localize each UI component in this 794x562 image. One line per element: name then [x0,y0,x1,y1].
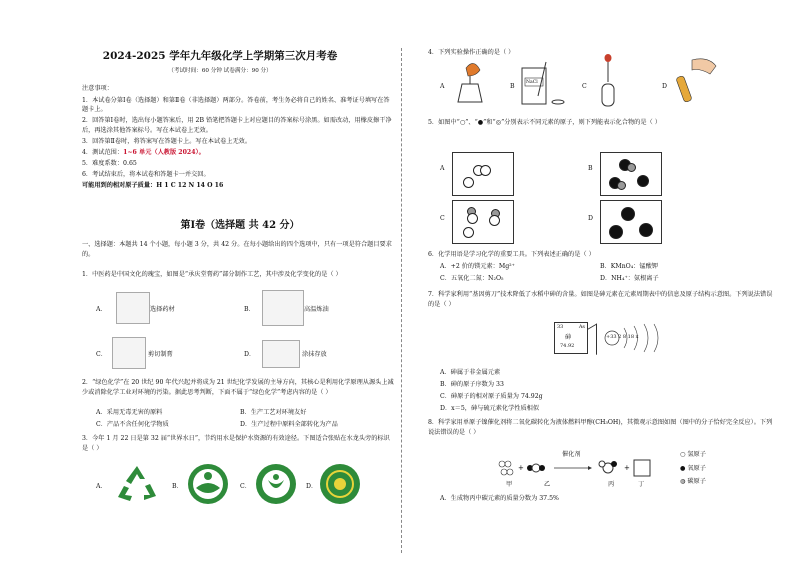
paper-title: 2024-2025 学年九年级化学上学期第三次月考卷 [102,50,338,62]
catalyst-label: 催化剂 [562,451,581,458]
question-2: 2．“绿色化学”在 20 世纪 90 年代兴起并将成为 21 世纪化学发展的主导方向，其核心是利用化学原理从源头上减少或消除化学工业对环境的污染。据此思考判断，下面不属于“绿色化学”考虑内容的是（ ） [82,379,394,396]
column-divider [401,48,402,553]
q7-option-a[interactable]: A．砷属于非金属元素 [440,369,501,376]
section-title: 第Ⅰ卷（选择题 共 42 分） [180,220,300,231]
nacl-label: NaCl [526,80,538,85]
element-number: 33 [557,324,564,330]
q5-box-a [452,152,514,196]
q8-option-a[interactable]: A．生成物丙中碳元素的质量分数为 37.5% [440,495,559,502]
q4-option-d[interactable]: D [662,83,667,90]
q6-option-a[interactable]: A．+2 价的镁元素：Mg²⁺ [440,263,515,270]
atomic-mass: 可能用到的相对原子质量：H 1 C 12 N 14 O 16 [82,182,224,190]
notice-heading: 注意事项： [82,85,113,92]
q1-a-label: 选择药材 [150,306,175,313]
element-symbol: As [578,324,585,330]
q2-option-c[interactable]: C．产品不含任何化学物质 [96,421,169,428]
notice-block [82,84,392,193]
notice-1: 1．本试卷分第Ⅰ卷（选择题）和第Ⅱ卷（非选择题）两部分。答卷前，考生务必将自己的姓名、准考证号填写在答题卡上。 [82,96,390,114]
label-yi: 乙 [544,481,551,488]
legend-hydrogen: ○ 氢原子 [680,451,706,458]
notice-3: 3．回答第Ⅱ卷时，将答案写在答题卡上。写在本试卷上无效。 [82,138,252,146]
notice-2: 2．回答第Ⅰ卷时，选出每小题答案后，用 2B 铅笔把答题卡上对应题目的答案标号涂黑。如需改动，用橡皮擦干净后，再选涂其他答案标号。写在本试卷上无效。 [82,117,392,134]
notice-5: 5．难度系数：0.65 [82,160,137,168]
q3-option-d[interactable]: D． [306,483,318,490]
scope-red: 1~6 单元（人教版 2024）。 [123,149,205,157]
label-ding: 丁 [638,481,645,488]
q6-option-c[interactable]: C．五氧化二氮：N₂O₅ [440,275,504,282]
right-column [404,0,794,562]
q5-box-b [600,152,662,196]
question-1: 1．中医药是中国文化的瑰宝，如图是“承庆堂膏药”部分制作工艺，其中涉及化学变化的是（ ） [82,271,342,278]
q7-option-c[interactable]: C．砷原子的相对原子质量为 74.92g [440,393,543,400]
q5-box-d [600,200,662,244]
q1-option-c[interactable]: C． [96,351,107,358]
test-tube-dropper-icon [594,52,624,108]
q1-a-image [116,292,150,324]
question-4: 4．下列实验操作正确的是（ ） [428,49,515,56]
legend-carbon: ◍ 碳原子 [680,478,706,486]
legend [680,448,706,489]
q5-option-c[interactable]: C [440,215,445,222]
section-intro: 一、选择题：本题共 14 个小题，每小题 3 分，共 42 分。在每小题给出的四个选项中，只有一项是符合题目要求的。 [82,241,392,258]
q1-option-a[interactable]: A． [96,306,107,313]
q2-option-a[interactable]: A．采用无毒无害的原料 [96,409,163,416]
green-food-logo-icon [254,462,298,506]
svg-text:+: + [624,464,630,472]
q1-c-image [112,337,146,369]
q2-option-b[interactable]: B．生产工艺对环境友好 [240,409,307,416]
pouring-hand-icon [672,54,732,104]
q3-option-a[interactable]: A． [96,483,107,490]
q1-c-label: 剪切制膏 [148,351,173,358]
label-bing: 丙 [608,481,615,488]
alcohol-lamp-icon [448,58,492,106]
q7-option-d[interactable]: D．x＝5，砷与硫元素化学性质相似 [440,405,540,412]
q1-option-b[interactable]: B． [244,306,255,313]
question-5: 5．如图中“○”、“●”和“◎”分别表示不同元素的原子，则下列能表示化合物的是（ ） [428,119,661,126]
q1-d-label: 涂抹存放 [302,351,327,358]
element-name: 砷 [565,334,572,341]
q2-option-d[interactable]: D．生产过程中原料全部转化为产品 [240,421,338,428]
element-cell [554,322,588,354]
question-3: 3．今年 1 月 22 日是第 32 届“世界水日”，节约用水是保护水资源的有效途径。下图适合张贴在水龙头旁的标识是（ ） [82,435,390,452]
q3-option-c[interactable]: C． [240,483,251,490]
question-8: 8．科学家用单原子镍催化剂将二氧化碳转化为液体燃料甲醇(CH₃OH)，其微观示意图如图（图中的分子恰好完全反应）。下列说法错误的是（ ） [428,419,773,436]
notice-6: 6．考试结束后，将本试卷和答题卡一并交回。 [82,171,210,179]
paper-subtitle: （考试时间：60 分钟 试卷满分：90 分） [168,68,272,74]
svg-text:+: + [518,464,524,472]
q1-b-image [262,290,304,326]
question-7: 7．科学家利用“基因剪刀”技术降低了水稻中砷的含量。如图是砷元素在元素周期表中的信息及原子结构示意图。下列说法错误的是（ ） [428,291,773,308]
q4-option-c[interactable]: C [582,83,587,90]
notice-4: 4．测试范围：1~6 单元（人教版 2024）。 [82,149,205,157]
recycle-icon [114,462,160,506]
q6-option-d[interactable]: D．NH₄⁺：氨根离子 [600,275,659,282]
q5-option-d[interactable]: D [588,215,593,222]
q4-option-a[interactable]: A [440,83,445,90]
reaction-diagram [492,448,752,488]
q3-option-b[interactable]: B． [172,483,183,490]
water-saving-logo-icon [186,462,230,506]
q1-option-d[interactable]: D． [244,351,256,358]
q5-option-a[interactable]: A [440,165,445,172]
legend-oxygen: ● 氧原子 [680,464,706,472]
weighing-bottle-icon [516,56,566,108]
question-6: 6．化学用语是学习化学的重要工具。下列表述正确的是（ ） [428,251,595,258]
element-mass: 74.92 [560,343,575,349]
q1-b-label: 高温炼油 [304,306,329,313]
q7-option-b[interactable]: B．砷的原子序数为 33 [440,381,504,388]
q5-option-b[interactable]: B [588,165,593,172]
environmental-label-icon [318,462,362,506]
q4-option-b[interactable]: B [510,83,515,90]
q5-box-c [452,200,514,244]
q1-d-image [262,340,300,368]
label-jia: 甲 [506,481,513,488]
atom-structure-label: +33 2 8 18 x [606,334,639,340]
q6-option-b[interactable]: B．KMnO₄：锰酸钾 [600,263,658,270]
cell-depth [588,323,597,359]
